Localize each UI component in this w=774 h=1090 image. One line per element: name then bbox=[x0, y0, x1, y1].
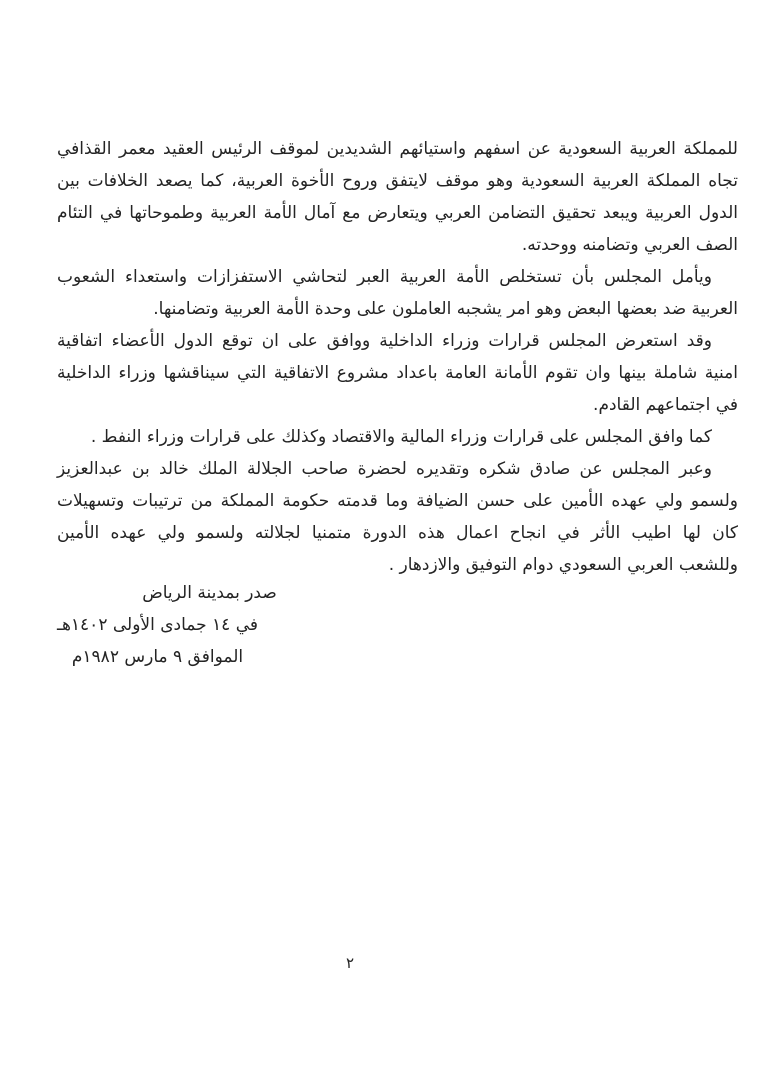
body-line: ولسمو ولي عهده الأمين على حسن الضيافة وما قدمته حكومة المملكة من ترتيبات وتسهيلات bbox=[57, 491, 738, 511]
body-line: كما وافق المجلس على قرارات وزراء المالية والاقتصاد وكذلك على قرارات وزراء النفط . bbox=[90, 427, 712, 447]
body-line: ويأمل المجلس بأن تستخلص الأمة العربية العبر لتحاشي الاستفزازات واستعداء الشعوب bbox=[57, 267, 712, 287]
body-line: امنية شاملة بينها وان تقوم الأمانة العامة باعداد مشروع الاتفاقية التي سيناقشها وزراء الداخلية bbox=[57, 363, 738, 383]
document-body bbox=[57, 133, 738, 581]
body-line: وللشعب العربي السعودي دوام التوفيق والازدهار . bbox=[388, 555, 738, 575]
signature-gregorian-date-line: الموافق ٩ مارس ١٩٨٢م bbox=[71, 647, 244, 667]
signature-block bbox=[45, 577, 277, 673]
body-line: العربية ضد بعضها البعض وهو امر يشجبه العاملون على وحدة الأمة العربية وتضامنها. bbox=[153, 299, 738, 319]
body-line: وعبر المجلس عن صادق شكره وتقديره لحضرة صاحب الجلالة الملك خالد بن عبدالعزيز bbox=[57, 459, 712, 479]
body-line: تجاه المملكة العربية السعودية وهو موقف لايتفق وروح الأخوة العربية، كما يصعد الخلافات بين bbox=[57, 171, 738, 191]
body-line: كان لها اطيب الأثر في انجاح اعمال هذه الدورة متمنيا لجلالته ولسمو ولي عهده الأمين bbox=[57, 523, 738, 543]
body-line: في اجتماعهم القادم. bbox=[593, 395, 738, 415]
page-number: ٢ bbox=[345, 954, 355, 972]
body-line: الدول العربية ويبعد تحقيق التضامن العربي ويتعارض مع آمال الأمة العربية وطموحاتها في التئام bbox=[57, 203, 738, 223]
body-line: الصف العربي وتضامنه ووحدته. bbox=[521, 235, 738, 255]
body-line: للمملكة العربية السعودية عن اسفهم واستيائهم الشديدين لموقف الرئيس العقيد معمر القذافي bbox=[57, 139, 738, 159]
signature-hijri-date-line: في ١٤ جمادى الأولى ١٤٠٢هـ bbox=[56, 615, 259, 635]
signature-place-line: صدر بمدينة الرياض bbox=[142, 583, 277, 603]
body-line: وقد استعرض المجلس قرارات وزراء الداخلية ووافق على ان توقع الدول الأعضاء اتفاقية bbox=[57, 331, 712, 351]
